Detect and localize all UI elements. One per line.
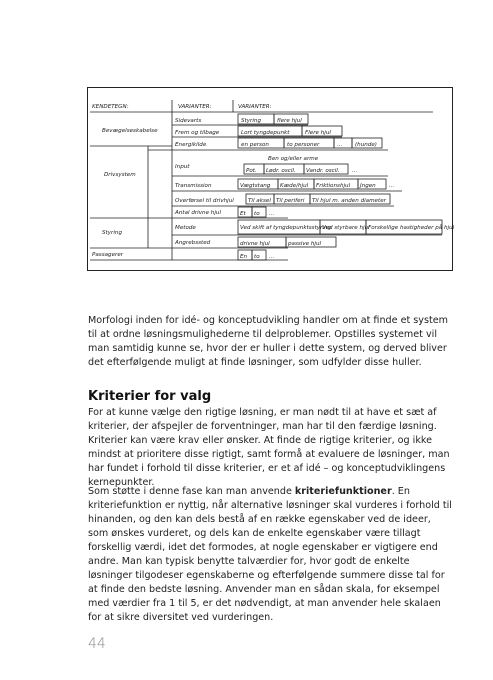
variant-4-2: Vandr. oscil. bbox=[306, 168, 340, 174]
feature-overforsel: Overførsel til drivhjul bbox=[175, 198, 234, 204]
feature-angrebssted: Angrebssted bbox=[175, 240, 211, 246]
variant-6-0: Til aksel bbox=[248, 198, 271, 204]
feature-sidevarts: Sidevarts bbox=[175, 118, 202, 124]
variant-4-1: Lødr. oscil. bbox=[266, 168, 296, 174]
paragraph-kriterier: For at kunne vælge den rigtige løsning, er man nødt til at have et sæt af kriterier, der afspejler de forventninger, man har til den færdige løsning. Kriterier kan være krav eller ønsker. At finde de rigtige kriterier, og ikke mindst at prioritere disse rigtigt, samt formå at evaluere de løsninger, man har fundet i forhold til disse kriterier, er et af idé – og konceptudviklingens kernepunkter. bbox=[88, 407, 450, 488]
variant-9-0: drivne hjul bbox=[240, 241, 270, 247]
variant-8-2: Forskellige hastigheder på hjul bbox=[368, 225, 454, 231]
variant-0-0: Styring bbox=[241, 118, 262, 124]
variant-8-0: Ved skift af tyngdepunktsstyring bbox=[240, 225, 332, 231]
feature-input: Input bbox=[175, 164, 190, 170]
feature-transmission: Transmission bbox=[175, 183, 212, 189]
paragraph3-start: Som støtte i denne fase kan man anvende bbox=[88, 486, 295, 497]
feature-energikilde: Energikilde bbox=[175, 142, 207, 148]
variant-5-0: Vægtstang bbox=[240, 183, 271, 189]
group-bevaegelse: Bevægelseskabelse bbox=[102, 128, 158, 134]
variant-10-1: to bbox=[254, 254, 260, 260]
feature-antal: Antal drivne hjul bbox=[175, 210, 222, 216]
variant-7-1: to bbox=[254, 211, 260, 217]
variant-3-0: Ben og/eller arme bbox=[268, 156, 319, 162]
variant-5-1: Kæde/hjul bbox=[280, 183, 309, 189]
feature-frem: Frem og tilbage bbox=[175, 130, 220, 136]
header-varianter-2: VARIANTER: bbox=[238, 104, 272, 110]
header-kendetegn: KENDETEGN: bbox=[92, 104, 129, 110]
variant-5-4: ... bbox=[389, 183, 395, 189]
header-varianter-1: VARIANTER: bbox=[178, 104, 212, 110]
group-drivsystem: Drivsystem bbox=[104, 172, 136, 178]
variant-5-3: Jngen bbox=[360, 183, 376, 189]
group-styring: Styring bbox=[102, 230, 123, 236]
variant-10-0: En bbox=[240, 254, 248, 260]
variant-4-3: ... bbox=[352, 168, 358, 174]
variant-2-3: (hunde) bbox=[355, 142, 377, 148]
variant-2-0: en person bbox=[241, 142, 269, 148]
variant-10-2: ... bbox=[269, 254, 275, 260]
variant-6-2: Til hjul m. anden diameter bbox=[312, 198, 386, 204]
variant-6-1: Til periferi bbox=[276, 198, 305, 204]
morphology-chart-sketch bbox=[88, 88, 454, 272]
feature-metode: Metode bbox=[175, 225, 196, 231]
page-number: 44 bbox=[88, 636, 106, 652]
variant-8-1: Ved styrbare hjul bbox=[322, 225, 370, 231]
variant-2-2: ... bbox=[337, 142, 343, 148]
variant-1-0: Lort tyngdepunkt bbox=[241, 130, 290, 136]
variant-4-0: Pot. bbox=[246, 168, 257, 174]
variant-5-2: Friktionshjul bbox=[316, 183, 351, 189]
paragraph-morfologi: Morfologi inden for idé- og konceptudvikling handler om at finde et system til at ordne løsningsmulighederne til delproblemer. Opstilles systemet vil man samtidig kunne se, hvor der er huller i dette system, og derved bliver det efterfølgende muligt at finde løsninger, som udfylder disse huller. bbox=[88, 315, 448, 368]
variant-7-2: ... bbox=[269, 211, 275, 217]
group-passagerer: Passagerer bbox=[92, 252, 124, 258]
term-kriteriefunktioner: kriteriefunktioner bbox=[294, 486, 392, 497]
heading-kriterier: Kriterier for valg bbox=[88, 389, 212, 404]
variant-1-1: Flere hjul bbox=[305, 130, 331, 136]
variant-0-1: flere hjul bbox=[277, 118, 302, 124]
variant-7-0: Et bbox=[240, 211, 246, 217]
paragraph3-rest: . En kriteriefunktion er nyttig, når alternative løsninger skal vurderes i forhold til hinanden, og den kan dels bestå af en række egenskaber ved de ideer, som ønskes vurderet, og dels kan de enkelte egenskaber være tillagt forskellig værdi, idet det formodes, at nogle egenskaber er vigtigere end andre. Man kan typisk benytte talværdier for, hvor godt de enkelte løsninger tilgodeser egenskaberne og efterfølgende summere disse tal for at finde den bedste løsning. Anvender man en sådan skala, for eksempel med værdier fra 1 til 5, er det nødvendigt, at man anvender hele skalaen for at sikre diversitet ved vurderingen. bbox=[88, 486, 452, 623]
paragraph-kriteriefunktioner bbox=[88, 485, 452, 625]
variant-9-1: passive hjul bbox=[288, 241, 322, 247]
morphology-chart-figure bbox=[87, 87, 453, 271]
variant-2-1: to personer bbox=[287, 142, 320, 148]
